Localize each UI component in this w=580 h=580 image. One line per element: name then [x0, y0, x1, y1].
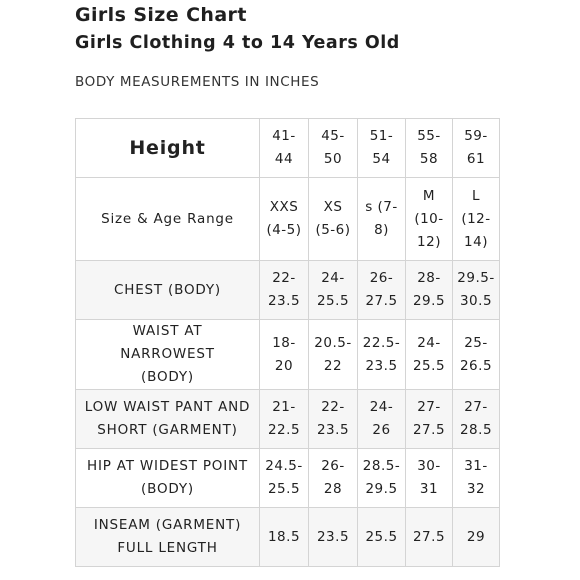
- chart-subtitle: Girls Clothing 4 to 14 Years Old: [75, 33, 400, 53]
- chest-cell-xs: 24- 25.5: [309, 261, 358, 320]
- size-cell-xxs: XXS (4-5): [260, 178, 309, 261]
- waist-row: [76, 320, 500, 390]
- chest-cell-xxs: 22- 23.5: [260, 261, 309, 320]
- chest-cell-s: 26- 27.5: [358, 261, 406, 320]
- hip-cell-xxs: 24.5- 25.5: [260, 449, 309, 508]
- hip-cell-xs: 26- 28: [309, 449, 358, 508]
- inseam-row: [76, 508, 500, 567]
- height-cell-s: 51- 54: [358, 119, 406, 178]
- hip-row: [76, 449, 500, 508]
- size-age-row: [76, 178, 500, 261]
- chest-cell-l: 29.5- 30.5: [453, 261, 500, 320]
- row-label-chest: CHEST (BODY): [76, 261, 260, 320]
- chest-row: [76, 261, 500, 320]
- chart-title: Girls Size Chart: [75, 4, 247, 26]
- hip-cell-s: 28.5- 29.5: [358, 449, 406, 508]
- low-waist-cell-m: 27- 27.5: [406, 390, 453, 449]
- size-cell-m: M (10- 12): [406, 178, 453, 261]
- low-waist-cell-s: 24- 26: [358, 390, 406, 449]
- height-cell-xs: 45- 50: [309, 119, 358, 178]
- row-label-waist: WAIST AT NARROWEST (BODY): [76, 320, 260, 390]
- height-cell-m: 55- 58: [406, 119, 453, 178]
- row-label-size-age: Size & Age Range: [76, 178, 260, 261]
- height-cell-xxs: 41- 44: [260, 119, 309, 178]
- inseam-cell-m: 27.5: [406, 508, 453, 567]
- height-cell-l: 59- 61: [453, 119, 500, 178]
- waist-cell-xs: 20.5- 22: [309, 320, 358, 390]
- row-label-hip: HIP AT WIDEST POINT (BODY): [76, 449, 260, 508]
- waist-cell-s: 22.5- 23.5: [358, 320, 406, 390]
- low-waist-cell-xxs: 21- 22.5: [260, 390, 309, 449]
- waist-cell-xxs: 18- 20: [260, 320, 309, 390]
- row-label-low-waist: LOW WAIST PANT AND SHORT (GARMENT): [76, 390, 260, 449]
- inseam-cell-xs: 23.5: [309, 508, 358, 567]
- row-label-inseam: INSEAM (GARMENT) FULL LENGTH: [76, 508, 260, 567]
- size-cell-s: s (7- 8): [358, 178, 406, 261]
- waist-cell-m: 24- 25.5: [406, 320, 453, 390]
- low-waist-cell-xs: 22- 23.5: [309, 390, 358, 449]
- hip-cell-m: 30- 31: [406, 449, 453, 508]
- low-waist-cell-l: 27- 28.5: [453, 390, 500, 449]
- size-cell-xs: XS (5-6): [309, 178, 358, 261]
- waist-cell-l: 25- 26.5: [453, 320, 500, 390]
- inseam-cell-l: 29: [453, 508, 500, 567]
- low-waist-row: [76, 390, 500, 449]
- inseam-cell-s: 25.5: [358, 508, 406, 567]
- measurement-unit-note: BODY MEASUREMENTS IN INCHES: [75, 74, 320, 90]
- size-cell-l: L (12- 14): [453, 178, 500, 261]
- chest-cell-m: 28- 29.5: [406, 261, 453, 320]
- hip-cell-l: 31- 32: [453, 449, 500, 508]
- inseam-cell-xxs: 18.5: [260, 508, 309, 567]
- row-label-height: Height: [76, 119, 260, 178]
- height-row: [76, 119, 500, 178]
- size-chart-table: [75, 118, 500, 567]
